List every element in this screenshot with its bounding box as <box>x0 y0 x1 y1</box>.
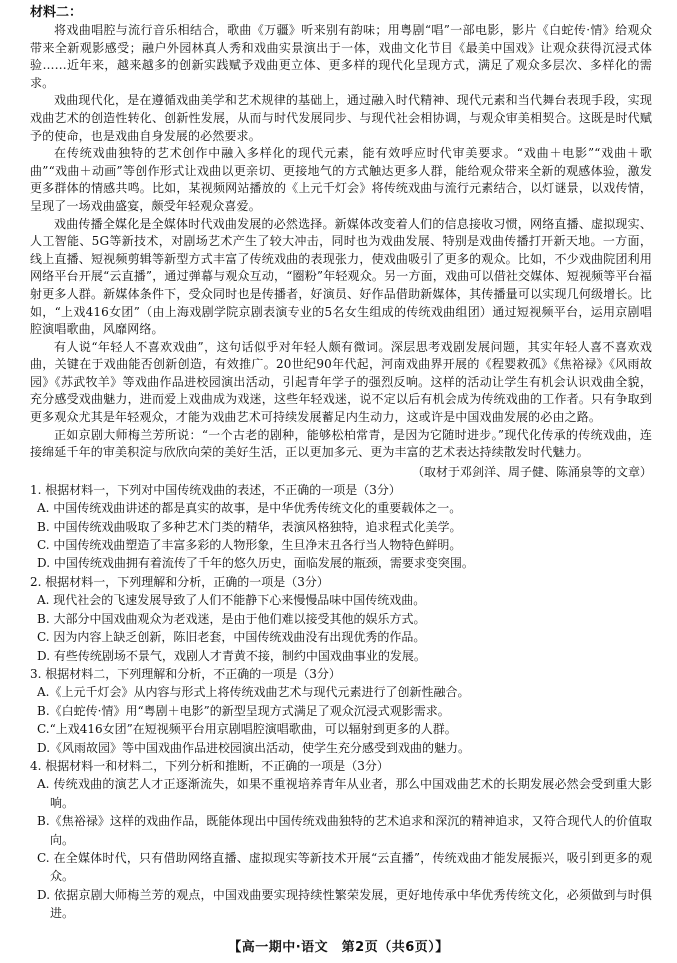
question-stem: 4. 根据材料一和材料二，下列分析和推断，不正确的一项是（3分） <box>30 758 389 773</box>
option-a: A. 现代社会的飞速发展导致了人们不能静下心来慢慢品味中国传统戏曲。 <box>37 593 426 608</box>
paragraph: 戏曲传播全媒化是全媒体时代戏曲发展的必然选择。新媒体改变着人们的信息接收习惯，网络直播、虚拟现实、人工智能、5G等新技术，对剧场艺术产生了较大冲击，同时也为戏曲发展、特别是戏曲传播打开新天地。一方面，线上直播、短视频剪辑等新型方式丰富了传统戏曲的表现张力，使戏曲吸引了更多的观众。比如，不少戏曲院团利用网络平台开展“云直播”，通过弹幕与观众互动，“圈粉”年轻观众。另一方面，戏曲可以借社交媒体、短视频等平台福射更多人群。新媒体条件下，受众同时也是传播者，好演员、好作品借助新媒体，其传播量可以实现几何级增长。比如，“上戏416女团”（由上海戏剧学院京剧表演专业的5名女生组成的传统戏曲组团）通过短视频平台，运用京剧唱腔演唱歌曲，风靡网络。 <box>30 216 652 337</box>
question-stem: 1. 根据材料一，下列对中国传统戏曲的表述，不正确的一项是（3分） <box>30 482 401 497</box>
question-stem: 2. 根据材料一，下列理解和分析，正确的一项是（3分） <box>30 574 329 589</box>
material-title: 材料二： <box>30 5 83 20</box>
option-c: C. 中国传统戏曲塑造了丰富多彩的人物形象，生旦净末丑各行当人物特色鲜明。 <box>37 538 462 553</box>
option-a: A.《上元千灯会》从内容与形式上将传统戏曲艺术与现代元素进行了创新性融合。 <box>37 685 470 700</box>
paragraph: 将戏曲唱腔与流行音乐相结合，歌曲《万疆》听来别有韵味；用粤剧“唱”一部电影，影片《白蛇传·情》给观众带来全新观影感受；融户外园林真人秀和戏曲实景演出于一体，戏曲文化节目《最美中国戏》让观众获得沉浸式体验……近年来，越来越多的创新实践赋予戏曲更立体、更多样的现代化呈现方式，满足了观众多层次、多样化的需求。 <box>30 23 652 90</box>
option-b: B. 中国传统戏曲吸取了多种艺术门类的精华，表演风格独特，追求程式化美学。 <box>37 519 462 534</box>
question-stem: 3. 根据材料二，下列理解和分析，不正确的一项是（3分） <box>30 666 341 681</box>
question-1 <box>30 481 652 573</box>
question-3 <box>30 665 652 757</box>
option-c: C. 因为内容上缺乏创新，陈旧老套，中国传统戏曲没有出现优秀的作品。 <box>37 630 426 645</box>
option-d: D.《风雨故园》等中国戏曲作品进校园演出活动，使学生充分感受到戏曲的魅力。 <box>37 740 471 755</box>
page-footer: 【高一期中·语文 第2页（共6页）】 <box>228 940 449 955</box>
option-d: D. 中国传统戏曲拥有着流传了千年的悠久历史，面临发展的瓶颈，需要求变突围。 <box>37 556 474 571</box>
paragraph: 在传统戏曲独特的艺术创作中融入多样化的现代元素，能有效呼应时代审美要求。“戏曲＋电影”“戏曲＋歌曲”“戏曲＋动画”等创作形式让戏曲以更亲切、更接地气的方式触达更多人群，能给观众带来全新的观感体验，激发更多群体的情感共鸣。比如，某视频网站播放的《上元千灯会》将传统戏曲与流行元素结合，以灯谜景，以戏传情，呈现了一场戏曲盛宴，颇受年轻观众喜爱。 <box>30 146 652 213</box>
option-a: A. 传统戏曲的演艺人才正逐渐流失，如果不重视培养青年从业者，那么中国戏曲艺术的长期发展必然会受到重大影响。 <box>37 777 652 810</box>
option-d: D. 有些传统剧场不景气，戏剧人才青黄不接，制约中国戏曲事业的发展。 <box>37 648 426 663</box>
option-c: C.“上戏416女团”在短视频平台用京剧唱腔演唱歌曲，可以辐射到更多的人群。 <box>37 722 457 737</box>
option-d: D. 依据京剧大师梅兰芳的观点，中国戏曲要实现持续性繁荣发展，更好地传承中华优秀传统文化，必须做到与时俱进。 <box>37 887 652 921</box>
paragraph: 戏曲现代化，是在遵循戏曲美学和艺术规律的基础上，通过融入时代精神、现代元素和当代舞台表现手段，实现戏曲艺术的创造性转化、创新性发展，从而与时代发展同步、与现代社会相协调，与观众审美相契合。这既是时代赋予的使命，也是戏曲自身发展的必然要求。 <box>30 93 652 143</box>
paragraph: 正如京剧大师梅兰芳所说：“一个古老的剧种，能够松柏常青，是因为它随时进步。”现代化传承的传统戏曲，连接绵延千年的审美积淀与欣欣向荣的美好生活，正以更加多元、更为丰富的艺术表达持续散发时代魅力。 <box>30 427 652 460</box>
exam-page <box>30 4 652 923</box>
material-body <box>30 22 652 462</box>
option-a: A. 中国传统戏曲讲述的都是真实的故事，是中华优秀传统文化的重要载体之一。 <box>37 501 462 516</box>
option-b: B.《白蛇传·情》用“粤剧＋电影”的新型呈现方式满足了观众沉浸式观影需求。 <box>37 703 450 718</box>
option-b: B.《焦裕禄》这样的戏曲作品，既能体现出中国传统戏曲独特的艺术追求和深沉的精神追求，又符合现代人的价值取向。 <box>37 814 652 847</box>
option-b: B. 大部分中国戏曲观众为老戏迷，是由于他们难以接受其他的娱乐方式。 <box>37 611 426 626</box>
question-2 <box>30 573 652 665</box>
question-4 <box>30 757 652 923</box>
source-citation: （取材于邓剑洋、周子健、陈涌泉等的文章） <box>411 464 652 479</box>
option-c: C. 在全媒体时代，只有借助网络直播、虚拟现实等新技术开展“云直播”，传统戏曲才能发展振兴，吸引到更多的观众。 <box>37 850 652 884</box>
paragraph: 有人说“年轻人不喜欢戏曲”，这句话似乎对年轻人颇有微词。深层思考戏剧发展问题，其实年轻人喜不喜欢戏曲，关键在于戏曲能否创新创造，有效推广。20世纪90年代起，河南戏曲界开展的《程婴救孤》《焦裕禄》《风雨故园》《苏武牧羊》等戏曲作品进校园演出活动，引起青年学子的强烈反响。这样的活动让学生有机会认识戏曲全貌，充分感受戏曲魅力，进而爱上戏曲成为戏迷，这些年轻戏迷，说不定以后有机会成为传统戏曲的工作者。只有争取到更多观众尤其是年轻观众，才能为戏曲艺术可持续发展蓄足内生动力，这或许是中国戏曲发展的必由之路。 <box>30 339 652 425</box>
